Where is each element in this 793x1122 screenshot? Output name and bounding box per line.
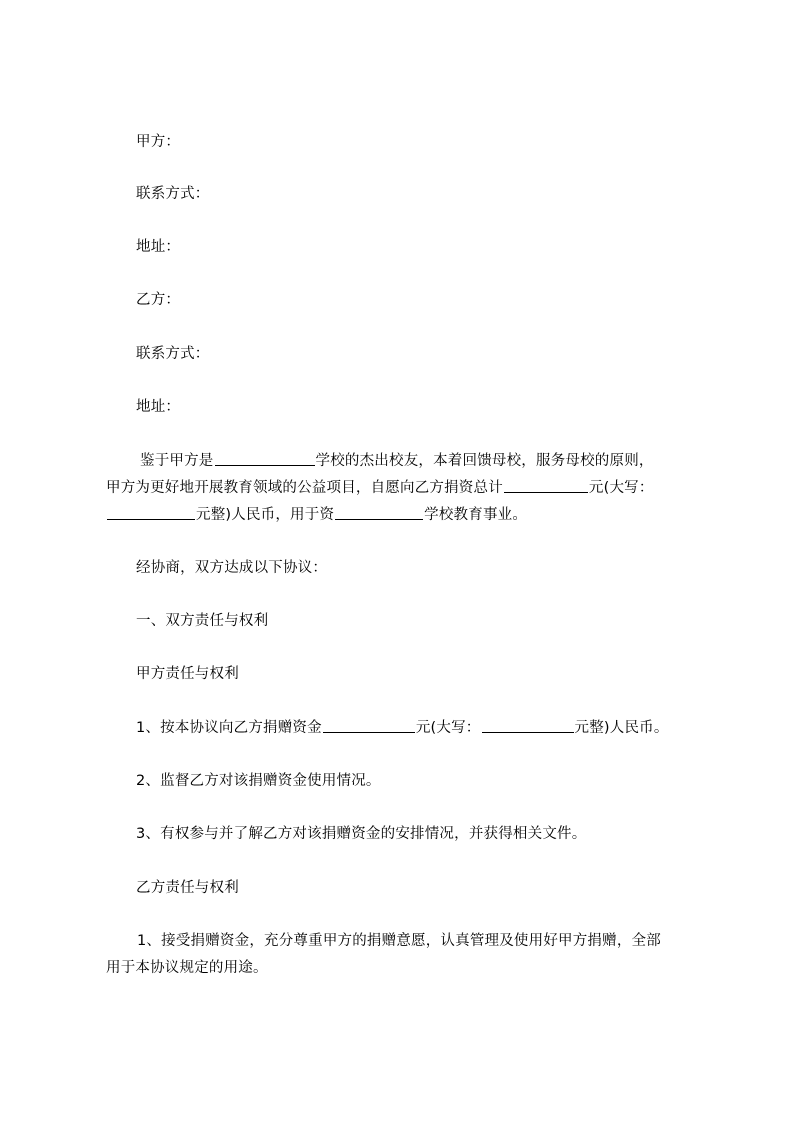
preamble-line3-middle: 元整)人民币，用于资	[196, 507, 335, 523]
party-a-item-3: 3、有权参与并了解乙方对该捐赠资金的安排情况，并获得相关文件。	[136, 826, 587, 842]
preamble-line-1	[140, 453, 654, 469]
preamble-line1-prefix: 鉴于甲方是	[140, 453, 214, 469]
party-b-label: 乙方：	[136, 292, 181, 308]
a-item1-prefix: 1、按本协议向乙方捐赠资金	[136, 720, 322, 736]
party-a-label: 甲方：	[136, 134, 181, 150]
party-b-rights-title: 乙方责任与权利	[136, 880, 239, 896]
party-b-contact-label: 联系方式：	[136, 346, 210, 362]
consultation-statement: 经协商，双方达成以下协议：	[136, 560, 328, 576]
preamble-line2-prefix: 甲方为更好地开展教育领域的公益项目，自愿向乙方捐资总计	[106, 480, 503, 496]
party-a-address-label: 地址：	[136, 239, 181, 255]
a-item1-middle: 元(大写：	[415, 720, 481, 736]
party-a-rights-title: 甲方责任与权利	[136, 666, 239, 682]
supported-school-blank	[335, 518, 423, 520]
donation-amount-words-blank	[107, 518, 195, 520]
donation-amount-blank	[504, 491, 588, 493]
party-a-item-1	[136, 720, 669, 736]
section-1-title: 一、双方责任与权利	[136, 613, 269, 629]
school-name-blank	[215, 464, 315, 466]
party-b-address-label: 地址：	[136, 399, 181, 415]
preamble-line1-suffix: 学校的杰出校友，本着回馈母校，服务母校的原则，	[315, 453, 654, 469]
preamble-line2-suffix: 元(大写：	[588, 480, 654, 496]
party-a-item-2: 2、监督乙方对该捐赠资金使用情况。	[136, 773, 381, 789]
preamble-line3-suffix: 学校教育事业。	[424, 507, 528, 523]
party-b-item-1-line-2: 用于本协议规定的用途。	[106, 960, 268, 976]
preamble-line-2	[106, 480, 654, 496]
party-a-contact-label: 联系方式：	[136, 186, 210, 202]
a-item1-amount-words-blank	[482, 731, 574, 733]
party-b-item-1-line-1: 1、接受捐赠资金，充分尊重甲方的捐赠意愿，认真管理及使用好甲方捐赠，全部	[137, 933, 661, 949]
preamble-line-3	[106, 507, 527, 523]
a-item1-suffix: 元整)人民币。	[574, 720, 669, 736]
a-item1-amount-blank	[323, 731, 415, 733]
